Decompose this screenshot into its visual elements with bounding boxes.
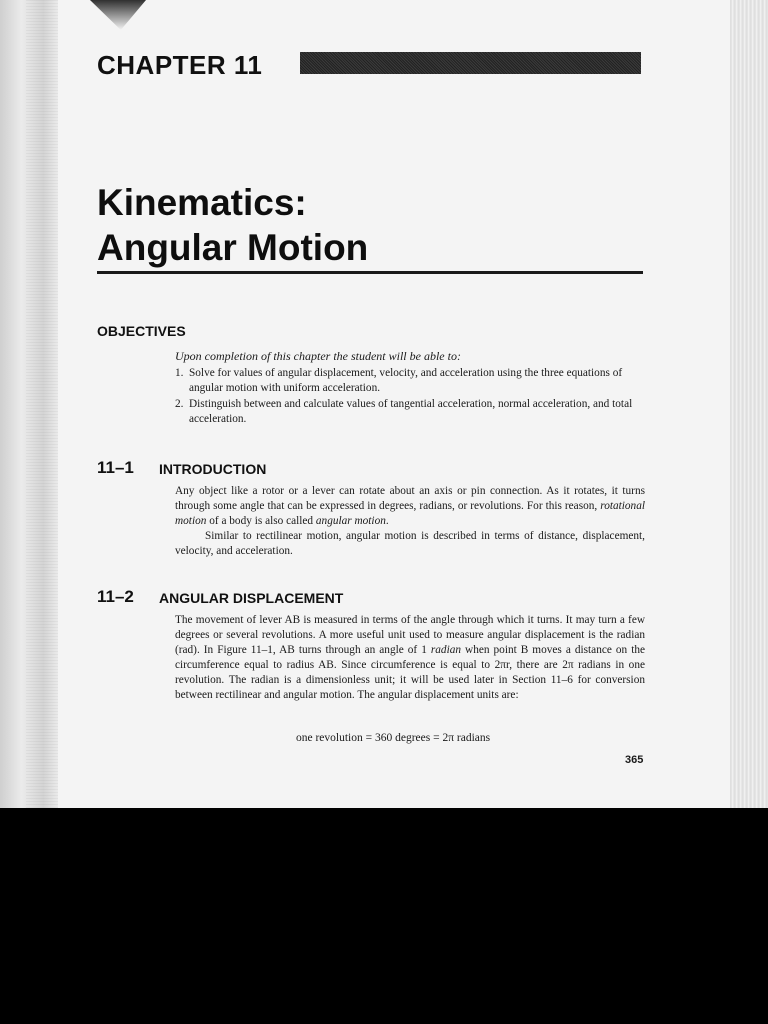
objective-text: Distinguish between and calculate values of tangential acceleration, normal acceleration, and total acceleration. xyxy=(189,398,633,425)
objective-item xyxy=(175,397,645,427)
text-run: Any object like a rotor or a lever can rotate about an axis or pin connection. As it rotates, it turns through some angle that can be expressed in degrees, radians, or revolutions. For this reason, xyxy=(175,485,645,512)
introduction-paragraph-1 xyxy=(175,484,645,529)
objective-number: 2. xyxy=(175,398,184,410)
text-run: . xyxy=(385,515,389,527)
section-title-introduction: INTRODUCTION xyxy=(159,461,267,477)
section-number-11-1: 11–1 xyxy=(97,458,134,477)
page-edges xyxy=(728,0,768,808)
chapter-title-line-1: Kinematics: xyxy=(97,182,307,223)
text-run: when point B moves a distance on the circumference equal to radius AB. Since circumference is equal to 2πr, there are 2π radians in one revolution. The radian is a dimensionless unit; it will be used later in Section 11–6 for conversion between rectilinear and angular motion. The angular displacement units are: xyxy=(175,644,646,701)
objective-text: Solve for values of angular displacement, velocity, and acceleration using the three equations of angular motion with uniform acceleration. xyxy=(189,367,623,394)
objectives-heading: OBJECTIVES xyxy=(97,323,186,339)
text-run: of a body is also called xyxy=(206,515,316,527)
emphasis-term: radian xyxy=(430,644,462,656)
chapter-title-line-2: Angular Motion xyxy=(97,227,369,268)
chapter-title xyxy=(97,180,368,270)
equation-revolution: one revolution = 360 degrees = 2π radians xyxy=(296,732,491,744)
chapter-header-bar xyxy=(300,52,641,74)
emphasis-term: rotational motion xyxy=(175,500,645,527)
section-title-angular-displacement: ANGULAR DISPLACEMENT xyxy=(159,590,344,606)
section-number-11-2: 11–2 xyxy=(97,587,134,606)
page-number: 365 xyxy=(625,754,644,766)
objectives-intro: Upon completion of this chapter the student will be able to: xyxy=(175,349,461,363)
objective-item xyxy=(175,366,645,396)
emphasis-term: angular motion xyxy=(315,515,386,527)
book-page xyxy=(58,0,730,808)
title-rule xyxy=(97,271,643,274)
text-run: The movement of lever AB is measured in terms of the angle through which it turns. It may turn a few degrees or several revolutions. A more useful unit used to measure angular displacement is the radian (rad). In Figure 11–1, AB turns through an angle of 1 xyxy=(175,614,645,656)
chapter-label: CHAPTER 11 xyxy=(97,50,263,80)
objective-number: 1. xyxy=(175,367,184,379)
objectives-list xyxy=(175,366,645,428)
introduction-paragraph-2: Similar to rectilinear motion, angular motion is described in terms of distance, displacement, velocity, and acceleration. xyxy=(175,530,645,557)
book-gutter xyxy=(0,0,62,808)
angular-displacement-paragraph xyxy=(175,613,645,703)
page-fold-shadow xyxy=(90,0,146,30)
